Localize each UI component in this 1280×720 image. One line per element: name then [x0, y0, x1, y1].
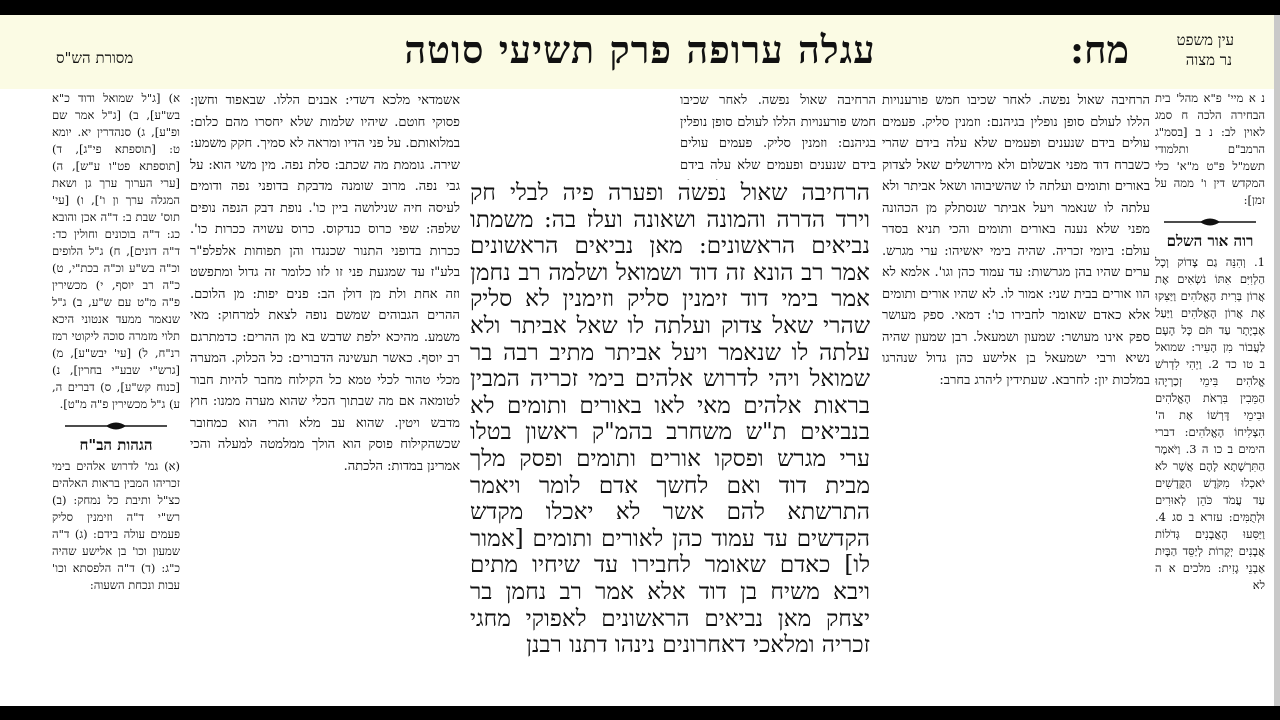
tosafot-column	[882, 90, 1150, 706]
hagahot-title: הגהות הב"ח	[79, 436, 153, 454]
masoret-hashas-heading: מסורת הש"ס	[56, 49, 134, 67]
gemara-text: הרחיבה שאול נפשה ופערה פיה לבלי חק וירד הדרה והמונה ושאונה ועלז בה: משמתו נביאים הראשונים: מאן נביאים הראשונים אמר רב הונא זה דוד ושמואל ושלמה רב נחמן אמר בימי דוד זימנין סליק וזימנין לא סליק שהרי שאל צדוק ועלתה לו שאל אביתר ולא עלתה לו שנאמר ויעל אביתר מתיב רבה בר שמואל ויהי לדרוש אלהים בימי זכריה המבין בראות אלהים מאי לאו באורים ותומים לא בנביאים ת"ש משחרב בהמ"ק ראשון בטלו ערי מגרש ופסקו אורים ותומים ופסק מלך מבית דוד ואם לחשך אדם לומר ויאמר התרשתא להם אשר לא יאכלו מקדש הקדשים עד עמוד כהן לאורים ותומים [אמור לו] כאדם שאומר לחבירו עד שיחיו מתים ויבא משיח בן דוד אלא אמר רב נחמן בר יצחק מאן נביאים הראשונים לאפוקי מחגי זכריה ומלאכי דאחרונים נינהו דתנו רבנן	[470, 180, 870, 659]
hagahot-text: (א) גמ' לדרוש אלהים בימי זכריהו המבין בראות האלהים כצ"ל ותיבת כל נמחק: (ב) רש"י ד"ה וזימנין סליק פעמים עולה בידם: (ג) ד"ה שמעון וכו' בן אלישע שהיה כ"ג: (ד) ד"ה הלפסתא וכו' עבות ונכחת השעוה:	[52, 459, 180, 592]
ein-mishpat-text: נ א מיי' פ"א מהל' בית הבחירה הלכה ח סמג לאוין לב: נ ב [בסמ"ג הרמב"ם ותלמודי תשמ"ל פ"ט מ"א' כלי המקדש דין ו' ממה על זמן]:	[1155, 91, 1265, 207]
tosafot-text: הרחיבה שאול נפשה. לאחר שכיבו חמש פורענויות הללו לעולם סופן נופלין בגיהנם: וזמנין סליק. פעמים עולים בידם שנענים ופעמים שלא עלה בידם שהרי כשברח דוד מפני אבשלום ולא מירושלים שאל לצדוק באורים ותומים ועלתה לו שהשיבוהו ושאל אביתר ולא עלתה לו שנאמר ויעל אביתר שנסתלק מן הכהונה מפני שלא נענה באורים ותומים והכי תניא בסדר עולם: ביומי זכריה. שהיה בימי יאשיהו: ערי מגרש. ערים שהיו בהן מגרשות: עד עמוד כהן וגו'. אלמא לא הוו אורים בבית שני: אמור לו. לא שהיו אורים ותומים אלא כאדם שאומר לחבירו כו': דמאי. ספק מעושר ספק אינו מעושר: שמעון ושמעאל. רבן שמעון שהיה נשיא ורבי ישמעאל בן אלישע כהן גדול שנהרגו במלכות יון: לחרבא. שעתידין ליהרג בחרב:	[882, 93, 1150, 388]
rashi-column	[190, 90, 460, 706]
left-margin-column	[52, 90, 180, 706]
ner-mitzvah-heading: נר מצוה	[1185, 51, 1232, 69]
page-header	[0, 15, 1280, 89]
tosafot-top-continuation	[680, 90, 876, 180]
torah-or-text: 1. וְהִנֵּה גַם צָדוֹק וְכָל הַלְוִיִּם אִתּוֹ נֹשְׂאִים אֶת אֲרוֹן בְּרִית הָאֱלֹהִים וַיַּצִּקוּ אֶת אֲרוֹן הָאֱלֹהִים וַיַּעַל אֶבְיָתָר עַד תֹּם כָּל הָעָם לַעֲבוֹר מִן הָעִיר: שמואל ב טו כד 2. וַיְהִי לִדְרֹשׁ אֱלֹהִים בִּימֵי זְכַרְיָהוּ הַמֵּבִין בִּרְאֹת הָאֱלֹהִים וּבִימֵי דָּרְשׁוֹ אֶת ה' הִצְלִיחוֹ הָאֱלֹהִים: דברי הימים ב כו ה 3. וַיֹּאמֶר הַתִּרְשָׁתָא לָהֶם אֲשֶׁר לֹא יֹאכְלוּ מִקֹּדֶשׁ הַקֳּדָשִׁים עַד עֲמֹד כֹּהֵן לְאוּרִים וּלְתֻמִּים: עזרא ב סג 4. וַיַּסִּעוּ הָאֲבָנִים גְּדֹלוֹת אֲבָנִים יְקָרוֹת לְיַסֵּד הַבָּיִת אַבְנֵי גָזִית: מלכים א ה לא	[1155, 255, 1265, 592]
tosafot-top-text: הרחיבה שאול נפשה. לאחר שכיבו חמש פורענויות הללו לעולם סופן נופלין בגיהנם: וזמנין סליק. פעמים עולים בידם שנענים ופעמים שלא עלה בידם	[680, 93, 876, 173]
right-margin-column	[1155, 90, 1265, 706]
page-edge-scrollbar[interactable]	[1274, 15, 1280, 706]
masoret-text: א) [ג"ל שמואל ודוד כ"א בש"ע], ב) [ג"ל אמר שם ופ"ע], ג) סנהדרין יא. יומא ט: [תוספתא פי"ג], ד) [תוספתא פט"ו ע"ש], ה) [ערי הערוך ערך גן ושאת המגלה ערך ון ו'], ו) [עי' תוס' שבת ב: ד"ה אכן והובא כג: ד"ה בוכונים וחולין כד: ד"ה דונים], ח) ג"ל הלופים וכ"ה בש"ע וכ"ה בכת"י, ט) כ"ה רב יוסף, י) מכשירין פ"ה מ"ט עם ש"ע, ב) ג"ל שנאמר ממעד אנטוני היכא תלוי מזמרה סוכה ליקוטי רמז רנ"ח, ל) [עי' יבש"ע], מ) [גרש"י שבע"י בחרין], נ) [כנוח קש"ע], ס) דברים ה, ע) ג"ל מכשירין פ"ה מ"ט].	[52, 91, 180, 411]
ein-mishpat-heading: עין משפט	[1176, 31, 1234, 49]
ornament-divider-icon	[1160, 215, 1260, 229]
daf-number: מח:	[1070, 27, 1130, 72]
gemara-column	[470, 180, 870, 706]
ornament-divider-icon	[61, 419, 171, 433]
page-title: עגלה ערופה פרק תשיעי סוטה	[404, 27, 876, 72]
top-black-bar	[0, 0, 1280, 15]
bottom-black-bar	[0, 706, 1280, 720]
torah-or-title: רוה אור השלם	[1166, 232, 1254, 250]
rashi-text: אשמדאי מלכא דשדי: אבנים הללו. שבאפוד וחשן: פסוקי חוטם. שיהיו שלמות שלא יחסרו מהם כלום: במלואותם. על פני הדיו ומראה לא סמיך. חקק משמע: שירה. גוממת מה שכתב: סלת נפה. מין משי הוא: על גבי נפה. מרוב שומנה מדבקת בדופני נפה ודומים לעיסה חיה שנילושה ביין כו'. נופת דבק הנפה נופים שלפה: שפי כרוס כנדקוס. כרוס עשויה ככרות כו'. ככרות בדופני התנור שכנגדו והן תפוחות אלפלפ"ר בלע"ז עד שמגעת פני זו לזו כלומר זה גדול ומתפשט וזה אחת ולת מן דולן הב: פנים יפות: מן הלוכם. ההרים הגבוהים שמשם נופה לצאת למרחוק: מאי משמע. מהיכא ילפת שדבש בא מן ההרים: כדמתרגם רב יוסף. כאשר תעשינה הדבורים: כל הכלוק. המערה מכלי טהור לכלי טמא כל הקילוח מחבר להיות חבור לטומאה אם מה שבתוך הכלי שהוא מערה ממנו: חוץ מדבש ויטין. שהוא עב מלא והרי הוא כמחובר שכשהקילוח פוסק הוא הולך ממלמטה למעלה והכי אמרינן במדות: הלכתה.	[190, 93, 460, 474]
